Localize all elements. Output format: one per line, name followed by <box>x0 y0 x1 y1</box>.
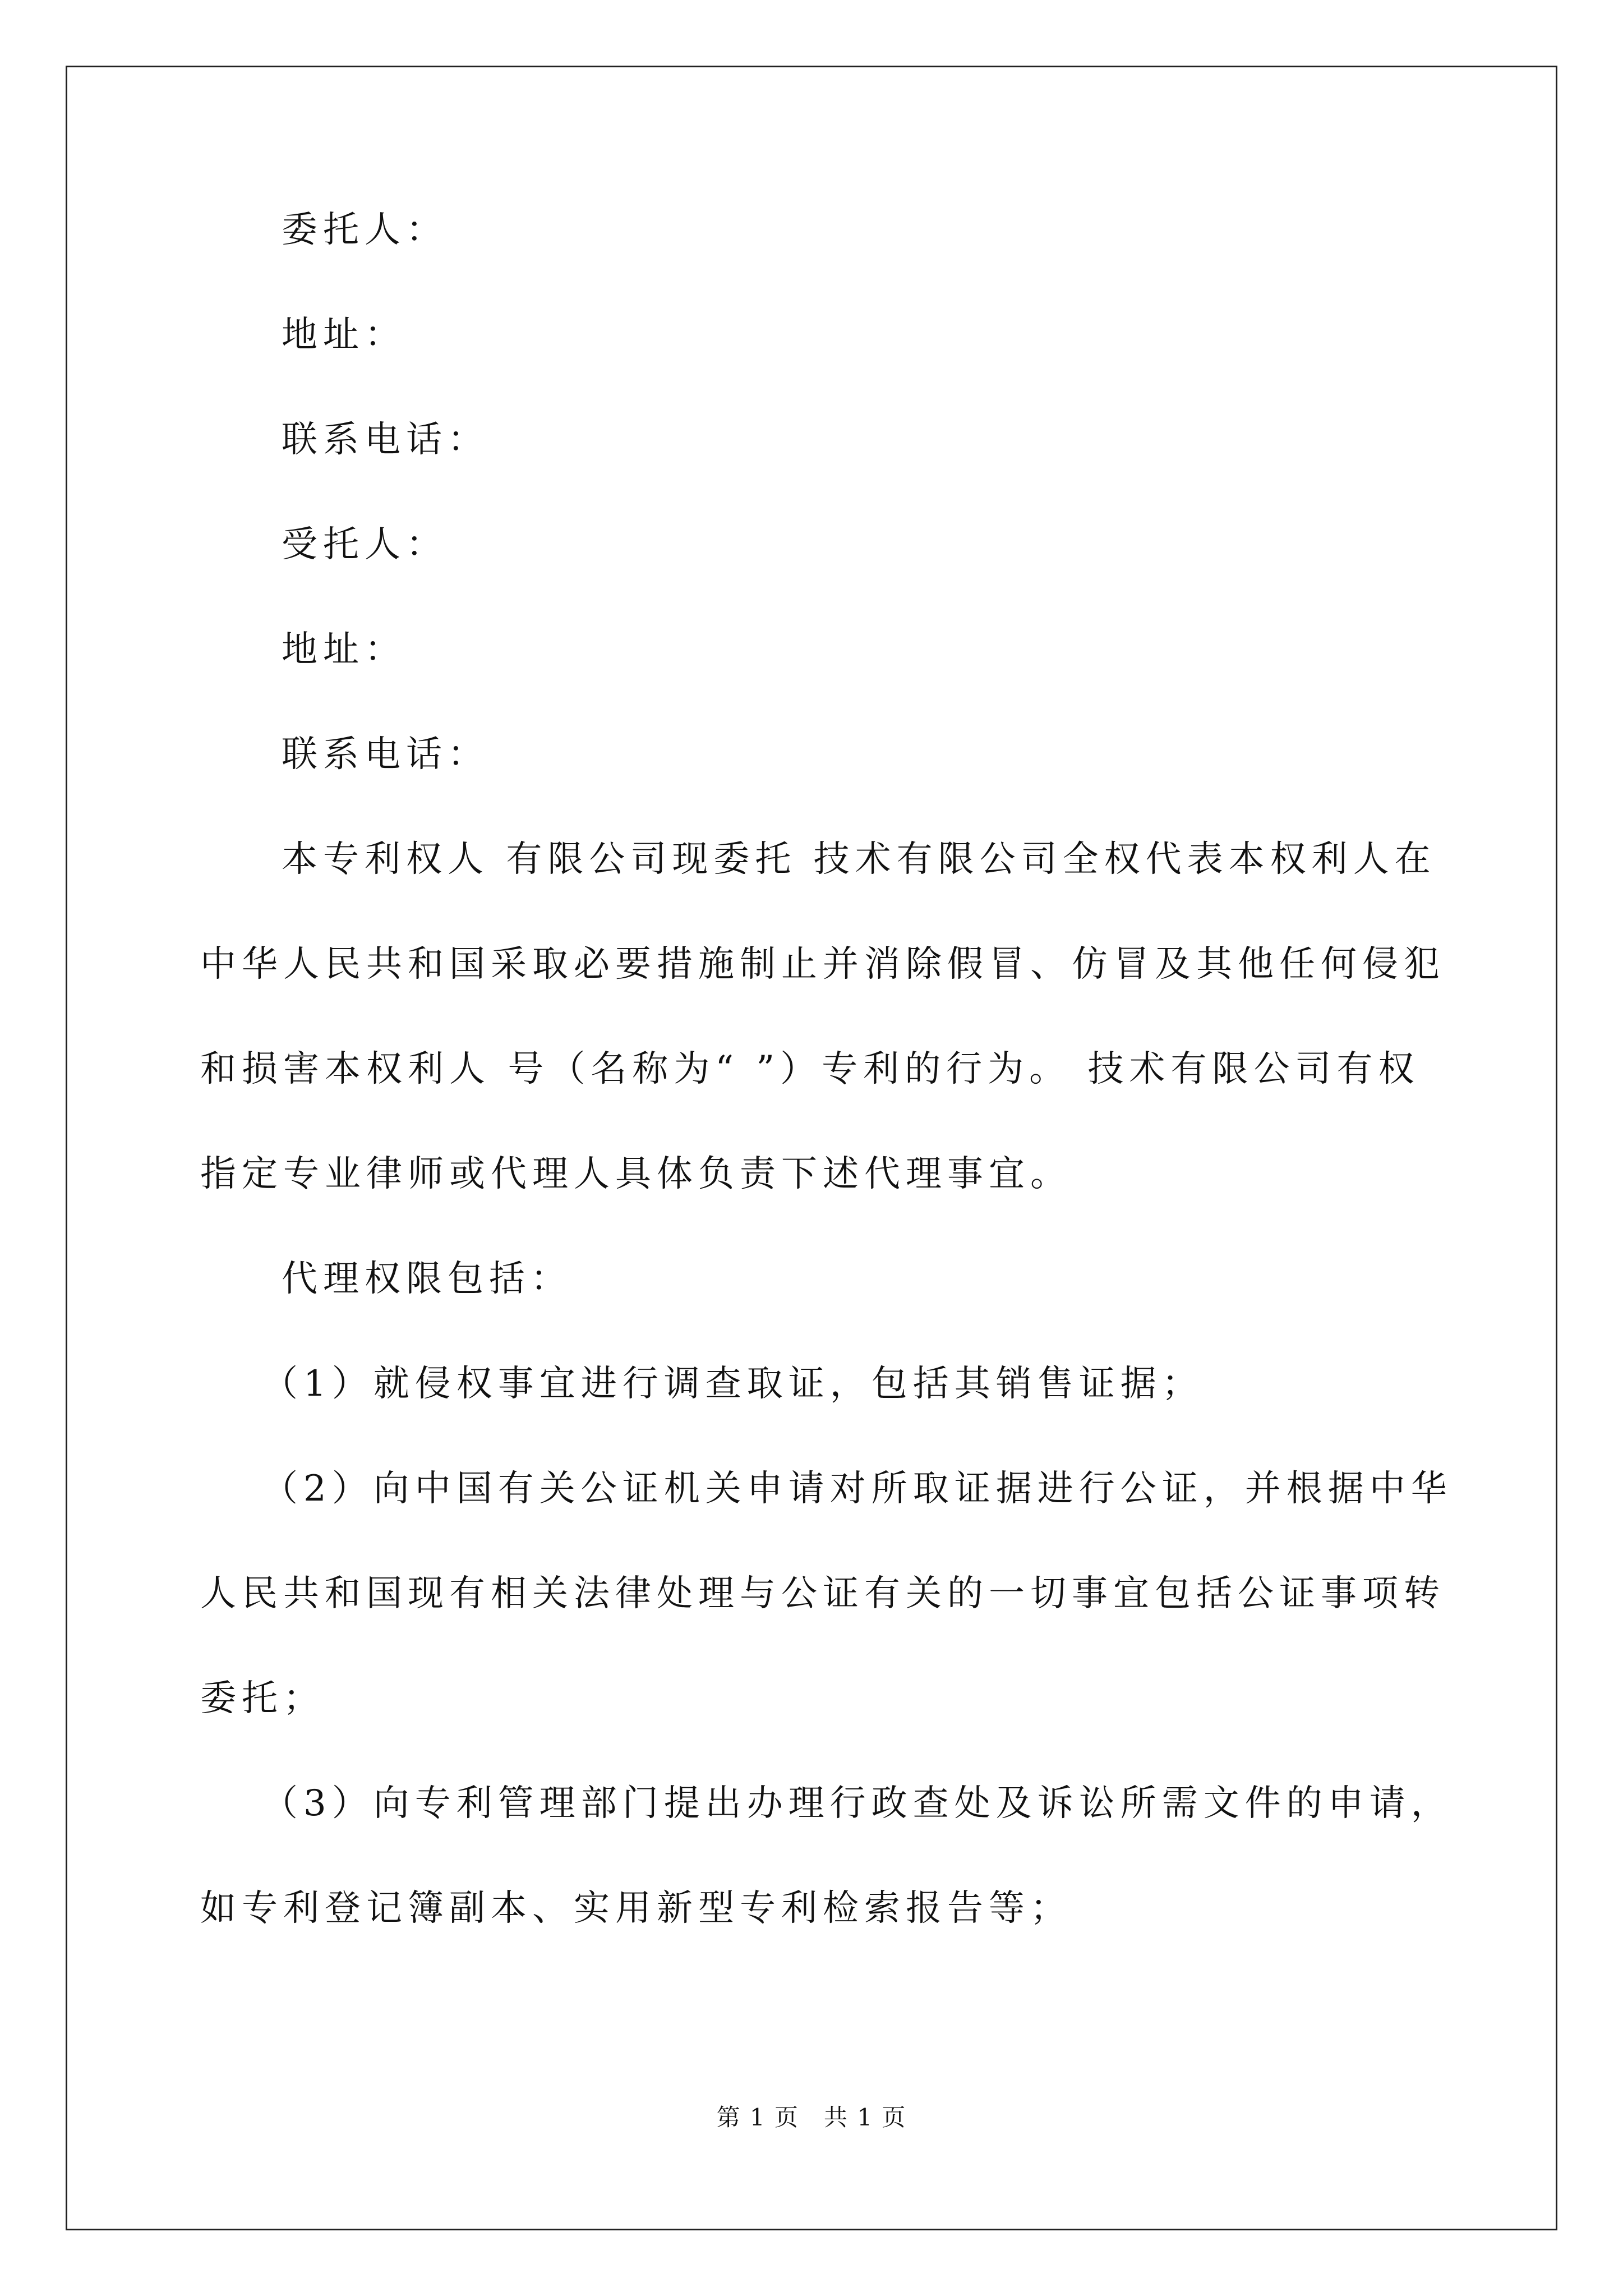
paragraph-line: 中华人民共和国采取必要措施制止并消除假冒、仿冒及其他任何侵犯 <box>200 944 1445 985</box>
paragraph-line: 指定专业律师或代理人具体负责下述代理事宜。 <box>200 1153 1072 1195</box>
authority-item-3: （3）向专利管理部门提出办理行政查处及诉讼所需文件的申请， <box>262 1783 1453 1824</box>
field-principal-address: 地址： <box>282 314 406 356</box>
field-agent-phone: 联系电话： <box>282 734 489 775</box>
authority-item-3-cont: 如专利登记簿副本、实用新型专利检索报告等； <box>200 1888 1072 1929</box>
field-agent-address: 地址： <box>282 629 406 670</box>
authority-item-2-cont: 委托； <box>200 1678 325 1719</box>
page-number: 第 1 页 共 1 页 <box>716 2104 907 2131</box>
authority-item-2-cont: 人民共和国现有相关法律处理与公证有关的一切事宜包括公证事项转 <box>200 1573 1445 1614</box>
field-principal-phone: 联系电话： <box>282 419 489 461</box>
field-agent: 受托人： <box>282 524 448 565</box>
authority-heading: 代理权限包括： <box>282 1258 572 1300</box>
authority-item-2: （2）向中国有关公证机关申请对所取证据进行公证，并根据中华 <box>262 1468 1453 1510</box>
authority-item-1: （1）就侵权事宜进行调查取证，包括其销售证据； <box>262 1363 1204 1405</box>
paragraph-line: 和损害本权利人 号（名称为“ ”）专利的行为。 技术有限公司有权 <box>200 1048 1420 1090</box>
field-principal: 委托人： <box>282 209 448 251</box>
paragraph-line: 本专利权人 有限公司现委托 技术有限公司全权代表本权利人在 <box>282 839 1436 880</box>
